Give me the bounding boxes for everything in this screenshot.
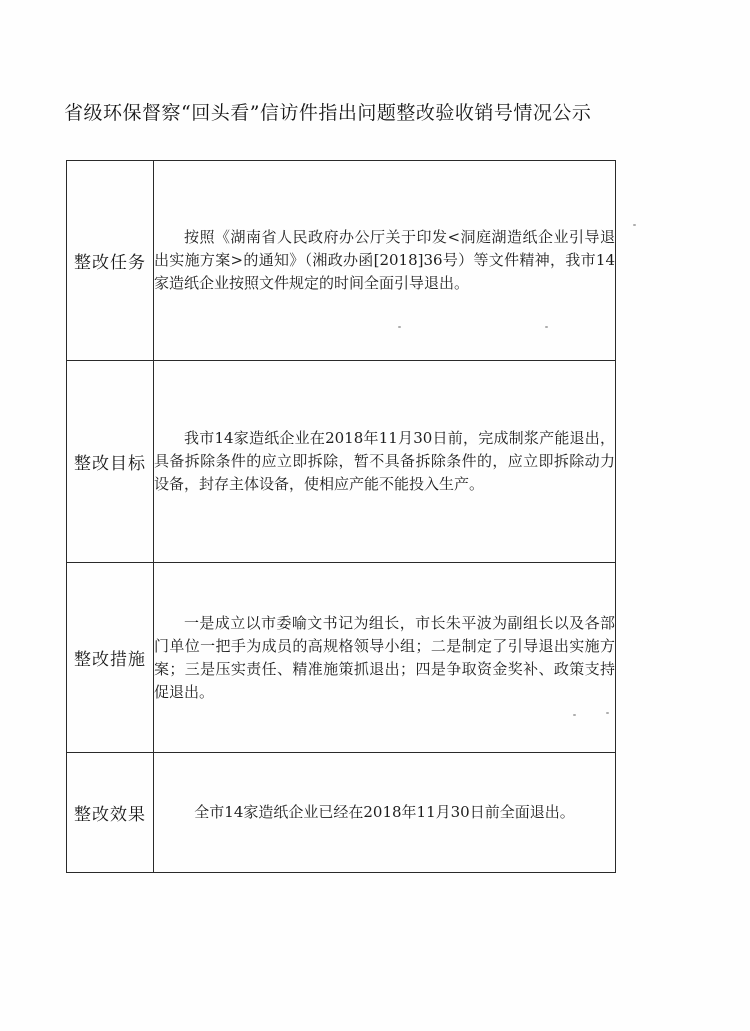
- row-label-task: 整改任务: [67, 161, 154, 361]
- row-content-task: [154, 161, 616, 361]
- row-content-effect: [154, 753, 616, 873]
- table-row-effect: [67, 753, 616, 873]
- goal-text: 我市14家造纸企业在2018年11月30日前，完成制浆产能退出，具备拆除条件的应立即拆除，暂不具备拆除条件的，应立即拆除动力设备，封存主体设备，使相应产能不能投入生产。: [154, 429, 615, 493]
- scan-speck: [545, 326, 548, 328]
- measures-text: 一是成立以市委喻文书记为组长，市长朱平波为副组长以及各部门单位一把手为成员的高规格领导小组；二是制定了引导退出实施方案；三是压实责任、精准施策抓退出；四是争取资金奖补、政策支持促退出。: [154, 613, 615, 701]
- rectification-table: [66, 160, 616, 873]
- scan-speck: [398, 326, 401, 328]
- task-text: 按照《湖南省人民政府办公厅关于印发<洞庭湖造纸企业引导退出实施方案>的通知》（湘政办函[2018]36号）等文件精神，我市14家造纸企业按照文件规定的时间全面引导退出。: [154, 228, 615, 292]
- table-row-goal: [67, 361, 616, 563]
- effect-text: 全市14家造纸企业已经在2018年11月30日前全面退出。: [194, 803, 575, 821]
- table-row-task: [67, 161, 616, 361]
- table-row-measures: [67, 563, 616, 753]
- row-label-goal: 整改目标: [67, 361, 154, 563]
- row-content-goal: [154, 361, 616, 563]
- row-label-measures: 整改措施: [67, 563, 154, 753]
- row-content-measures: [154, 563, 616, 753]
- row-label-effect: 整改效果: [67, 753, 154, 873]
- scan-speck: [633, 224, 636, 226]
- document-title: 省级环保督察“回头看”信访件指出问题整改验收销号情况公示: [64, 102, 592, 124]
- scan-speck: [606, 712, 609, 714]
- scan-speck: [573, 714, 576, 716]
